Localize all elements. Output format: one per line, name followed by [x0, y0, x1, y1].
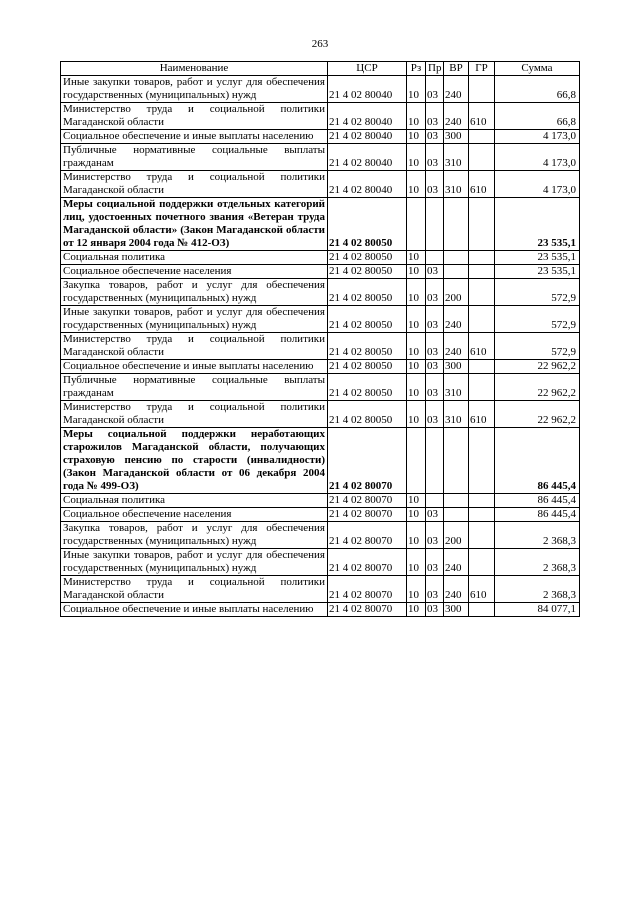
- cell-name: Министерство труда и социальной политики Магаданской области: [61, 171, 328, 198]
- cell-vr: 240: [444, 103, 469, 130]
- cell-name: Министерство труда и социальной политики Магаданской области: [61, 103, 328, 130]
- cell-sum: 22 962,2: [495, 360, 580, 374]
- cell-gr: [469, 130, 495, 144]
- cell-csr: 21 4 02 80070: [328, 549, 407, 576]
- cell-sum: 2 368,3: [495, 522, 580, 549]
- cell-csr: 21 4 02 80050: [328, 401, 407, 428]
- cell-pr: [426, 428, 444, 494]
- cell-rz: 10: [407, 549, 426, 576]
- cell-vr: 200: [444, 279, 469, 306]
- cell-rz: 10: [407, 401, 426, 428]
- cell-vr: [444, 494, 469, 508]
- table-row: [61, 508, 580, 522]
- cell-csr: 21 4 02 80050: [328, 265, 407, 279]
- header-vr: ВР: [444, 62, 469, 76]
- table-row: [61, 279, 580, 306]
- cell-sum: 23 535,1: [495, 251, 580, 265]
- cell-csr: 21 4 02 80040: [328, 171, 407, 198]
- cell-vr: [444, 428, 469, 494]
- cell-vr: 300: [444, 603, 469, 617]
- cell-name: Иные закупки товаров, работ и услуг для обеспечения государственных (муниципальных) нужд: [61, 76, 328, 103]
- cell-sum: 84 077,1: [495, 603, 580, 617]
- header-gr: ГР: [469, 62, 495, 76]
- cell-pr: 03: [426, 279, 444, 306]
- cell-pr: 03: [426, 306, 444, 333]
- cell-gr: [469, 360, 495, 374]
- table-row: [61, 374, 580, 401]
- cell-csr: 21 4 02 80050: [328, 360, 407, 374]
- cell-name: Закупка товаров, работ и услуг для обеспечения государственных (муниципальных) нужд: [61, 522, 328, 549]
- table-row: [61, 428, 580, 494]
- cell-sum: 572,9: [495, 279, 580, 306]
- table-row: [61, 306, 580, 333]
- cell-pr: 03: [426, 508, 444, 522]
- table-row: [61, 76, 580, 103]
- table-row: [61, 103, 580, 130]
- cell-gr: [469, 144, 495, 171]
- cell-gr: [469, 374, 495, 401]
- cell-gr: [469, 603, 495, 617]
- cell-vr: 300: [444, 360, 469, 374]
- cell-pr: 03: [426, 333, 444, 360]
- cell-csr: 21 4 02 80050: [328, 374, 407, 401]
- cell-vr: [444, 198, 469, 251]
- cell-csr: 21 4 02 80050: [328, 333, 407, 360]
- cell-csr: 21 4 02 80050: [328, 198, 407, 251]
- cell-name: Министерство труда и социальной политики Магаданской области: [61, 333, 328, 360]
- cell-sum: 2 368,3: [495, 549, 580, 576]
- cell-vr: 300: [444, 130, 469, 144]
- cell-rz: 10: [407, 306, 426, 333]
- table-row: [61, 130, 580, 144]
- cell-sum: 23 535,1: [495, 265, 580, 279]
- cell-vr: 240: [444, 549, 469, 576]
- cell-pr: 03: [426, 360, 444, 374]
- header-rz: Рз: [407, 62, 426, 76]
- table-header: [61, 62, 580, 76]
- header-name: Наименование: [61, 62, 328, 76]
- cell-gr: [469, 522, 495, 549]
- cell-name: Социальное обеспечение и иные выплаты населению: [61, 603, 328, 617]
- cell-vr: 310: [444, 171, 469, 198]
- cell-name: Социальное обеспечение населения: [61, 508, 328, 522]
- cell-pr: 03: [426, 522, 444, 549]
- cell-gr: [469, 198, 495, 251]
- header-csr: ЦСР: [328, 62, 407, 76]
- cell-name: Социальное обеспечение населения: [61, 265, 328, 279]
- cell-rz: 10: [407, 360, 426, 374]
- table-row: [61, 494, 580, 508]
- cell-name: Меры социальной поддержки отдельных категорий лиц, удостоенных почетного звания «Ветеран труда Магаданской области» (Закон Магаданской области от 12 января 2004 года № 412-ОЗ): [61, 198, 328, 251]
- cell-sum: 22 962,2: [495, 401, 580, 428]
- cell-vr: 240: [444, 306, 469, 333]
- cell-name: Публичные нормативные социальные выплаты гражданам: [61, 374, 328, 401]
- cell-vr: 240: [444, 333, 469, 360]
- cell-sum: 86 445,4: [495, 508, 580, 522]
- cell-rz: [407, 428, 426, 494]
- cell-vr: 310: [444, 144, 469, 171]
- cell-csr: 21 4 02 80040: [328, 130, 407, 144]
- cell-pr: 03: [426, 401, 444, 428]
- cell-name: Социальная политика: [61, 251, 328, 265]
- cell-pr: 03: [426, 603, 444, 617]
- cell-sum: 4 173,0: [495, 130, 580, 144]
- cell-name: Публичные нормативные социальные выплаты гражданам: [61, 144, 328, 171]
- cell-gr: [469, 306, 495, 333]
- cell-gr: 610: [469, 103, 495, 130]
- cell-rz: 10: [407, 576, 426, 603]
- cell-gr: [469, 508, 495, 522]
- cell-vr: [444, 508, 469, 522]
- cell-name: Министерство труда и социальной политики Магаданской области: [61, 576, 328, 603]
- cell-vr: 240: [444, 76, 469, 103]
- cell-name: Министерство труда и социальной политики Магаданской области: [61, 401, 328, 428]
- cell-csr: 21 4 02 80050: [328, 279, 407, 306]
- cell-csr: 21 4 02 80040: [328, 76, 407, 103]
- cell-sum: 86 445,4: [495, 494, 580, 508]
- budget-table: [60, 61, 580, 617]
- cell-name: Закупка товаров, работ и услуг для обеспечения государственных (муниципальных) нужд: [61, 279, 328, 306]
- cell-pr: 03: [426, 76, 444, 103]
- cell-rz: 10: [407, 265, 426, 279]
- table-row: [61, 265, 580, 279]
- page-number: 263: [311, 38, 329, 50]
- cell-rz: 10: [407, 508, 426, 522]
- cell-vr: 240: [444, 576, 469, 603]
- cell-name: Меры социальной поддержки неработающих старожилов Магаданской области, получающих страховую пенсию по старости (инвалидности) (Закон Магаданской области от 06 декабря 2004 года № 499-ОЗ): [61, 428, 328, 494]
- cell-name: Социальное обеспечение и иные выплаты населению: [61, 360, 328, 374]
- cell-gr: [469, 279, 495, 306]
- cell-rz: 10: [407, 76, 426, 103]
- cell-rz: 10: [407, 374, 426, 401]
- cell-gr: [469, 76, 495, 103]
- cell-pr: 03: [426, 130, 444, 144]
- table-row: [61, 251, 580, 265]
- cell-name: Социальная политика: [61, 494, 328, 508]
- cell-sum: 2 368,3: [495, 576, 580, 603]
- cell-rz: 10: [407, 494, 426, 508]
- cell-vr: 200: [444, 522, 469, 549]
- cell-rz: 10: [407, 603, 426, 617]
- cell-csr: 21 4 02 80040: [328, 144, 407, 171]
- cell-csr: 21 4 02 80070: [328, 603, 407, 617]
- cell-sum: 572,9: [495, 306, 580, 333]
- cell-gr: [469, 251, 495, 265]
- cell-csr: 21 4 02 80070: [328, 428, 407, 494]
- table-row: [61, 333, 580, 360]
- cell-vr: [444, 265, 469, 279]
- cell-rz: 10: [407, 522, 426, 549]
- cell-csr: 21 4 02 80040: [328, 103, 407, 130]
- cell-pr: 03: [426, 103, 444, 130]
- cell-sum: 23 535,1: [495, 198, 580, 251]
- cell-name: Иные закупки товаров, работ и услуг для обеспечения государственных (муниципальных) нужд: [61, 549, 328, 576]
- cell-gr: 610: [469, 333, 495, 360]
- table-row: [61, 144, 580, 171]
- cell-rz: [407, 198, 426, 251]
- cell-vr: [444, 251, 469, 265]
- cell-sum: 4 173,0: [495, 144, 580, 171]
- cell-gr: 610: [469, 401, 495, 428]
- cell-csr: 21 4 02 80070: [328, 522, 407, 549]
- table-row: [61, 171, 580, 198]
- cell-rz: 10: [407, 333, 426, 360]
- table-row: [61, 549, 580, 576]
- cell-gr: 610: [469, 576, 495, 603]
- header-pr: Пр: [426, 62, 444, 76]
- cell-rz: 10: [407, 103, 426, 130]
- header-sum: Сумма: [495, 62, 580, 76]
- cell-name: Социальное обеспечение и иные выплаты населению: [61, 130, 328, 144]
- cell-csr: 21 4 02 80050: [328, 251, 407, 265]
- cell-gr: [469, 428, 495, 494]
- cell-pr: 03: [426, 576, 444, 603]
- table-row: [61, 198, 580, 251]
- cell-vr: 310: [444, 401, 469, 428]
- cell-rz: 10: [407, 144, 426, 171]
- cell-sum: 22 962,2: [495, 374, 580, 401]
- cell-sum: 66,8: [495, 103, 580, 130]
- cell-pr: [426, 494, 444, 508]
- cell-gr: [469, 494, 495, 508]
- cell-gr: [469, 549, 495, 576]
- table-row: [61, 603, 580, 617]
- cell-pr: [426, 251, 444, 265]
- cell-rz: 10: [407, 251, 426, 265]
- cell-pr: 03: [426, 171, 444, 198]
- cell-rz: 10: [407, 279, 426, 306]
- cell-rz: 10: [407, 130, 426, 144]
- cell-csr: 21 4 02 80070: [328, 494, 407, 508]
- table-row: [61, 401, 580, 428]
- cell-sum: 66,8: [495, 76, 580, 103]
- cell-pr: 03: [426, 144, 444, 171]
- cell-sum: 572,9: [495, 333, 580, 360]
- cell-sum: 86 445,4: [495, 428, 580, 494]
- cell-pr: 03: [426, 265, 444, 279]
- cell-pr: 03: [426, 549, 444, 576]
- table-row: [61, 522, 580, 549]
- cell-csr: 21 4 02 80050: [328, 306, 407, 333]
- cell-rz: 10: [407, 171, 426, 198]
- table-row: [61, 576, 580, 603]
- cell-csr: 21 4 02 80070: [328, 508, 407, 522]
- cell-pr: [426, 198, 444, 251]
- cell-gr: [469, 265, 495, 279]
- table-row: [61, 360, 580, 374]
- cell-vr: 310: [444, 374, 469, 401]
- cell-pr: 03: [426, 374, 444, 401]
- cell-csr: 21 4 02 80070: [328, 576, 407, 603]
- cell-name: Иные закупки товаров, работ и услуг для обеспечения государственных (муниципальных) нужд: [61, 306, 328, 333]
- cell-sum: 4 173,0: [495, 171, 580, 198]
- cell-gr: 610: [469, 171, 495, 198]
